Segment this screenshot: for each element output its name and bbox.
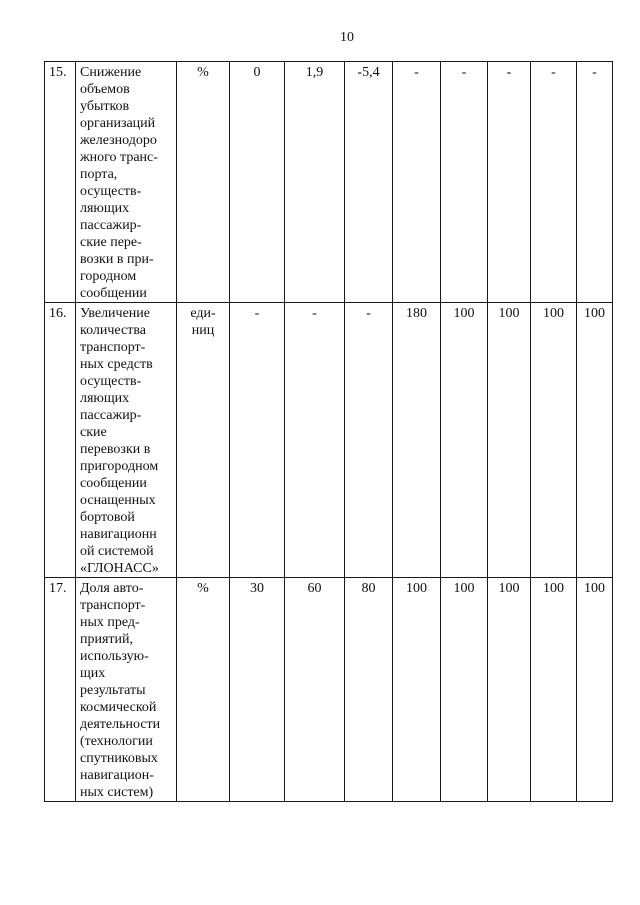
indicator-name-line: организаций	[80, 116, 156, 131]
row-number: 15.	[45, 62, 76, 303]
indicator-name-line: навигацион-	[80, 768, 154, 783]
indicator-name-line: спутниковых	[80, 751, 158, 766]
indicator-name-line: (технологии	[80, 734, 153, 749]
value-cell: -	[488, 62, 531, 303]
indicator-name-line: количества	[80, 323, 146, 338]
value-cell: 100	[441, 303, 488, 578]
indicator-name-line: космической	[80, 700, 157, 715]
unit-cell: %	[177, 62, 230, 303]
value-cell: 100	[488, 578, 531, 802]
value-cell: 100	[531, 303, 577, 578]
value-cell: 80	[345, 578, 393, 802]
indicator-name-line: бортовой	[80, 510, 135, 525]
value-cell: -	[531, 62, 577, 303]
indicator-name-line: возки в при-	[80, 252, 154, 267]
value-cell: -	[577, 62, 613, 303]
indicator-name-line: Доля авто-	[80, 581, 144, 596]
value-cell: -	[441, 62, 488, 303]
row-number: 17.	[45, 578, 76, 802]
indicator-name-line: пассажир-	[80, 408, 142, 423]
value-cell: 100	[441, 578, 488, 802]
indicator-name-line: навигационн	[80, 527, 157, 542]
indicator-name-line: оснащенных	[80, 493, 156, 508]
indicator-name-line: ские пере-	[80, 235, 142, 250]
value-cell: -	[393, 62, 441, 303]
indicator-name-line: перевозки в	[80, 442, 151, 457]
indicators-table	[44, 61, 613, 802]
indicator-name-line: использую-	[80, 649, 149, 664]
indicator-name-line: железнодоро	[80, 133, 157, 148]
indicator-name-line: жного транс-	[80, 150, 158, 165]
value-cell: 60	[285, 578, 345, 802]
unit-cell: %	[177, 578, 230, 802]
indicator-name-line: «ГЛОНАСС»	[80, 561, 159, 576]
indicator-name-line: ляющих	[80, 201, 130, 216]
value-cell: 30	[230, 578, 285, 802]
unit-line: ниц	[191, 323, 215, 338]
page-number: 10	[340, 30, 354, 45]
indicator-name	[76, 62, 177, 303]
indicator-name-line: ных средств	[80, 357, 153, 372]
indicator-name-line: ой системой	[80, 544, 154, 559]
table-row	[45, 578, 613, 802]
value-cell: -	[285, 303, 345, 578]
indicator-name-line: ские	[80, 425, 107, 440]
value-cell: -	[230, 303, 285, 578]
indicator-name-line: ных систем)	[80, 785, 154, 800]
indicator-name-line: городном	[80, 269, 137, 284]
indicator-name-line: приятий,	[80, 632, 134, 647]
value-cell: 100	[531, 578, 577, 802]
value-cell: 100	[577, 578, 613, 802]
value-cell: -5,4	[345, 62, 393, 303]
unit-line: еди-	[190, 306, 216, 321]
indicator-name-line: результаты	[80, 683, 146, 698]
indicator-name-line: ляющих	[80, 391, 130, 406]
indicator-name-line: деятельности	[80, 717, 161, 732]
value-cell: 100	[488, 303, 531, 578]
indicator-name-line: убытков	[80, 99, 130, 114]
indicator-name-line: Увеличение	[80, 306, 151, 321]
value-cell: -	[345, 303, 393, 578]
indicator-name-line: осуществ-	[80, 374, 142, 389]
indicator-name-line: сообщении	[80, 286, 147, 301]
indicator-name-line: пригородном	[80, 459, 159, 474]
table-row	[45, 62, 613, 303]
value-cell: 1,9	[285, 62, 345, 303]
value-cell: 0	[230, 62, 285, 303]
indicator-name-line: пассажир-	[80, 218, 142, 233]
indicator-name-line: транспорт-	[80, 598, 146, 613]
indicator-name	[76, 303, 177, 578]
table-row	[45, 303, 613, 578]
indicator-name-line: Снижение	[80, 65, 142, 80]
value-cell: 100	[393, 578, 441, 802]
indicator-name	[76, 578, 177, 802]
indicator-name-line: порта,	[80, 167, 118, 182]
unit-cell	[177, 303, 230, 578]
indicator-name-line: объемов	[80, 82, 130, 97]
value-cell: 180	[393, 303, 441, 578]
indicator-name-line: осуществ-	[80, 184, 142, 199]
indicator-name-line: щих	[80, 666, 106, 681]
value-cell: 100	[577, 303, 613, 578]
indicator-name-line: сообщении	[80, 476, 147, 491]
indicator-name-line: транспорт-	[80, 340, 146, 355]
indicator-name-line: ных пред-	[80, 615, 140, 630]
row-number: 16.	[45, 303, 76, 578]
